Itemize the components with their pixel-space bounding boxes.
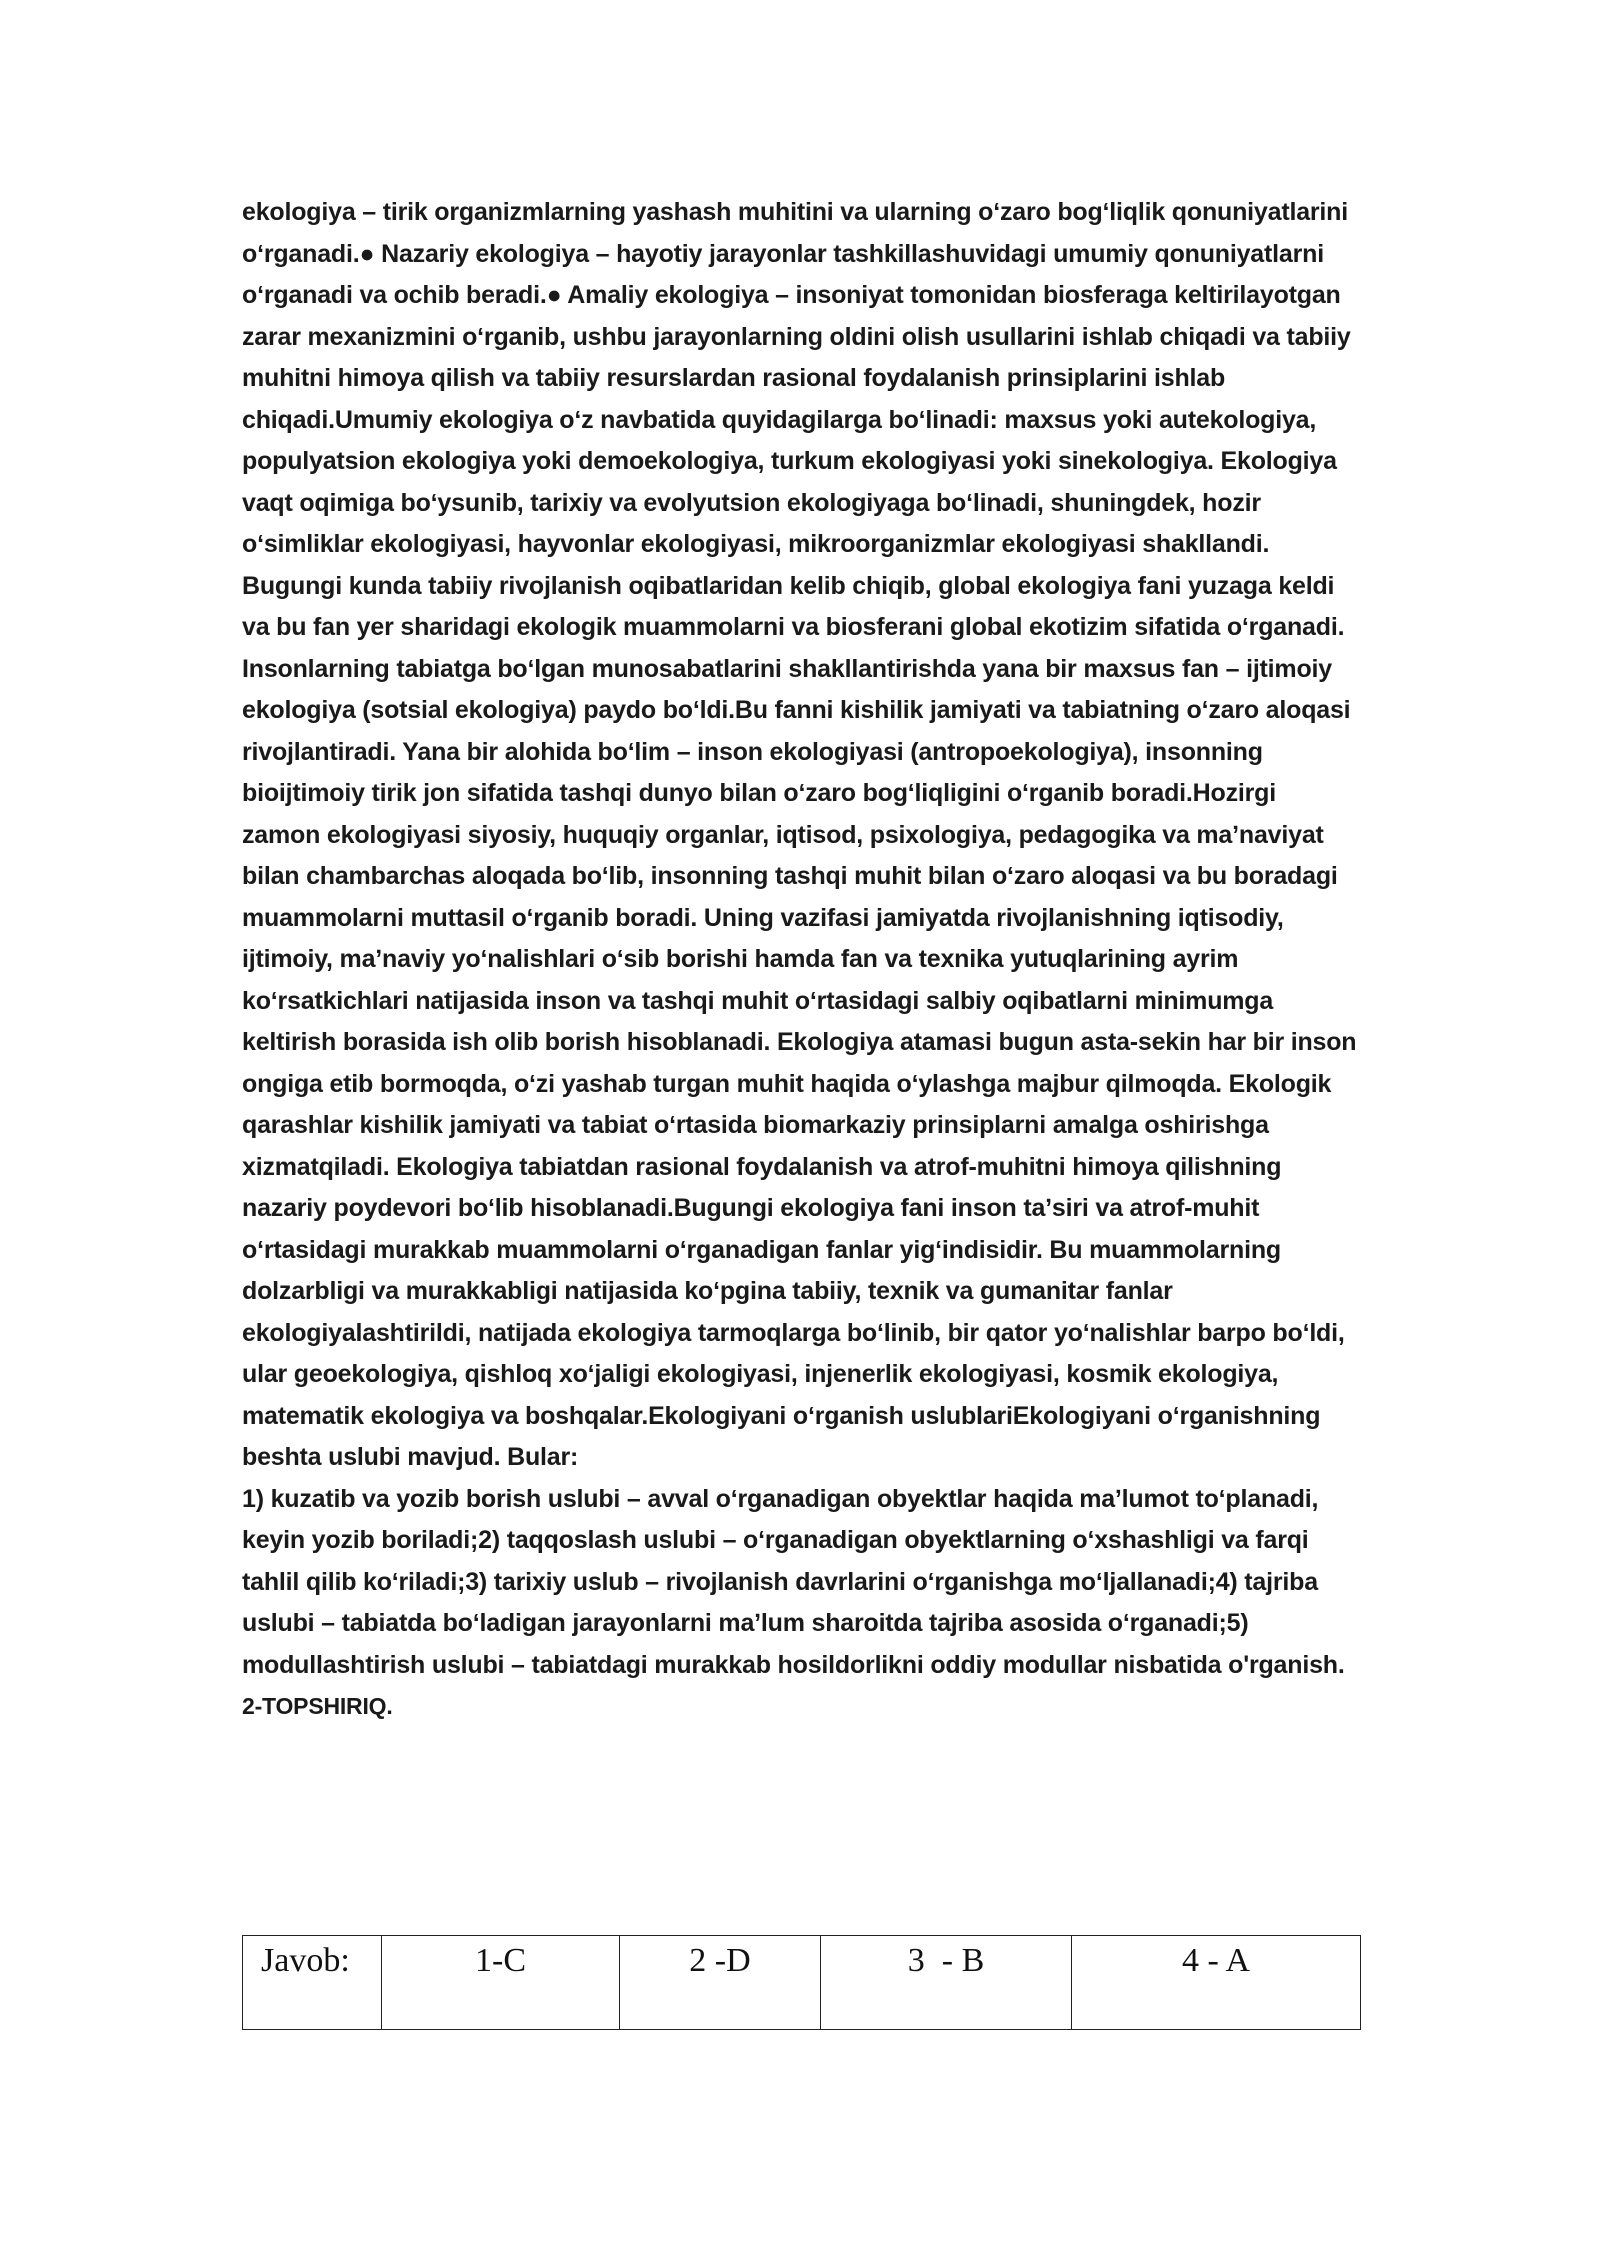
answer-cell: 2 -D	[620, 1936, 821, 2030]
paragraph-ecology-overview: ekologiya – tirik organizmlarning yashash muhitini va ularning oʻzaro bogʻliqlik qonuniyatlarini oʻrganadi.● Nazariy ekologiya – hayotiy jarayonlar tashkillashuvidagi umumiy qonuniyatlarni oʻrganadi va ochib beradi.● Amaliy ekologiya – insoniyat tomonidan biosferaga keltirilayotgan zarar mexanizmini oʻrganib, ushbu jarayonlarning oldini olish usullarini ishlab chiqadi va tabiiy muhitni himoya qilish va tabiiy resurslardan rasional foydalanish prinsiplarini ishlab chiqadi.Umumiy ekologiya oʻz navbatida quyidagilarga boʻlinadi: maxsus yoki autekologiya, populyatsion ekologiya yoki demoekologiya, turkum ekologiyasi yoki sinekologiya. Ekologiya vaqt oqimiga boʻysunib, tarixiy va evolyutsion ekologiyaga boʻlinadi, shuningdek, hozir oʻsimliklar ekologiyasi, hayvonlar ekologiyasi, mikroorganizmlar ekologiyasi shakllandi. Bugungi kunda tabiiy rivojlanish oqibatlaridan kelib chiqib, global ekologiya fani yuzaga keldi va bu fan yer sharidagi ekologik muammolarni va biosferani global ekotizim sifatida oʻrganadi. Insonlarning tabiatga boʻlgan munosabatlarini shakllantirishda yana bir maxsus fan – ijtimoiy ekologiya (sotsial ekologiya) paydo boʻldi.Bu fanni kishilik jamiyati va tabiatning oʻzaro aloqasi rivojlantiradi. Yana bir alohida boʻlim – inson ekologiyasi (antropoekologiya), insonning bioijtimoiy tirik jon sifatida tashqi dunyo bilan oʻzaro bogʻliqligini oʻrganib boradi.Hozirgi zamon ekologiyasi siyosiy, huquqiy organlar, iqtisod, psixologiya, pedagogika va maʼnaviyat bilan chambarchas aloqada boʻlib, insonning tashqi muhit bilan oʻzaro aloqasi va bu boradagi muammolarni muttasil oʻrganib boradi. Uning vazifasi jamiyatda rivojlanishning iqtisodiy, ijtimoiy, maʼnaviy yoʻnalishlari oʻsib borishi hamda fan va texnika yutuqlarining ayrim koʻrsatkichlari natijasida inson va tashqi muhit oʻrtasidagi salbiy oqibatlarni minimumga keltirish borasida ish olib borish hisoblanadi. Ekologiya atamasi bugun asta-sekin har bir inson ongiga etib bormoqda, oʻzi yashab turgan muhit haqida oʻylashga majbur qilmoqda. Ekologik qarashlar kishilik jamiyati va tabiat oʻrtasida biomarkaziy prinsiplarni amalga oshirishga xizmatqiladi. Ekologiya tabiatdan rasional foydalanish va atrof-muhitni himoya qilishning nazariy poydevori boʻlib hisoblanadi.Bugungi ekologiya fani inson taʼsiri va atrof-muhit oʻrtasidagi murakkab muammolarni oʻrganadigan fanlar yigʻindisidir. Bu muammolarning dolzarbligi va murakkabligi natijasida koʻpgina tabiiy, texnik va gumanitar fanlar ekologiyalashtirildi, natijada ekologiya tarmoqlarga boʻlinib, bir qator yoʻnalishlar barpo boʻldi, ular geoekologiya, qishloq xoʻjaligi ekologiyasi, injenerlik ekologiyasi, kosmik ekologiya, matematik ekologiya va boshqalar.Ekologiyani oʻrganish uslublariEkologiyani oʻrganishning beshta uslubi mavjud. Bular:	[242, 198, 1357, 1471]
document-body	[242, 192, 1360, 1728]
answer-label-cell: Javob:	[243, 1936, 382, 2030]
answer-cell: 4 - A	[1072, 1936, 1361, 2030]
section-heading: 2-TOPSHIRIQ.	[242, 1693, 393, 1719]
table-row	[243, 1936, 1361, 2030]
answer-table	[242, 1935, 1361, 2030]
answer-cell: 3 - B	[821, 1936, 1072, 2030]
paragraph-study-methods: 1) kuzatib va yozib borish uslubi – avval oʻrganadigan obyektlar haqida maʼlumot toʻplanadi, keyin yozib boriladi;2) taqqoslash uslubi – oʻrganadigan obyektlarning oʻxshashligi va farqi tahlil qilib koʻriladi;3) tarixiy uslub – rivojlanish davrlarini oʻrganishga moʻljallanadi;4) tajriba uslubi – tabiatda boʻladigan jarayonlarni maʼlum sharoitda tajriba asosida oʻrganadi;5) modullashtirish uslubi – tabiatdagi murakkab hosildorlikni oddiy modullar nisbatida o'rganish.	[242, 1484, 1345, 1679]
answer-cell: 1-C	[382, 1936, 620, 2030]
